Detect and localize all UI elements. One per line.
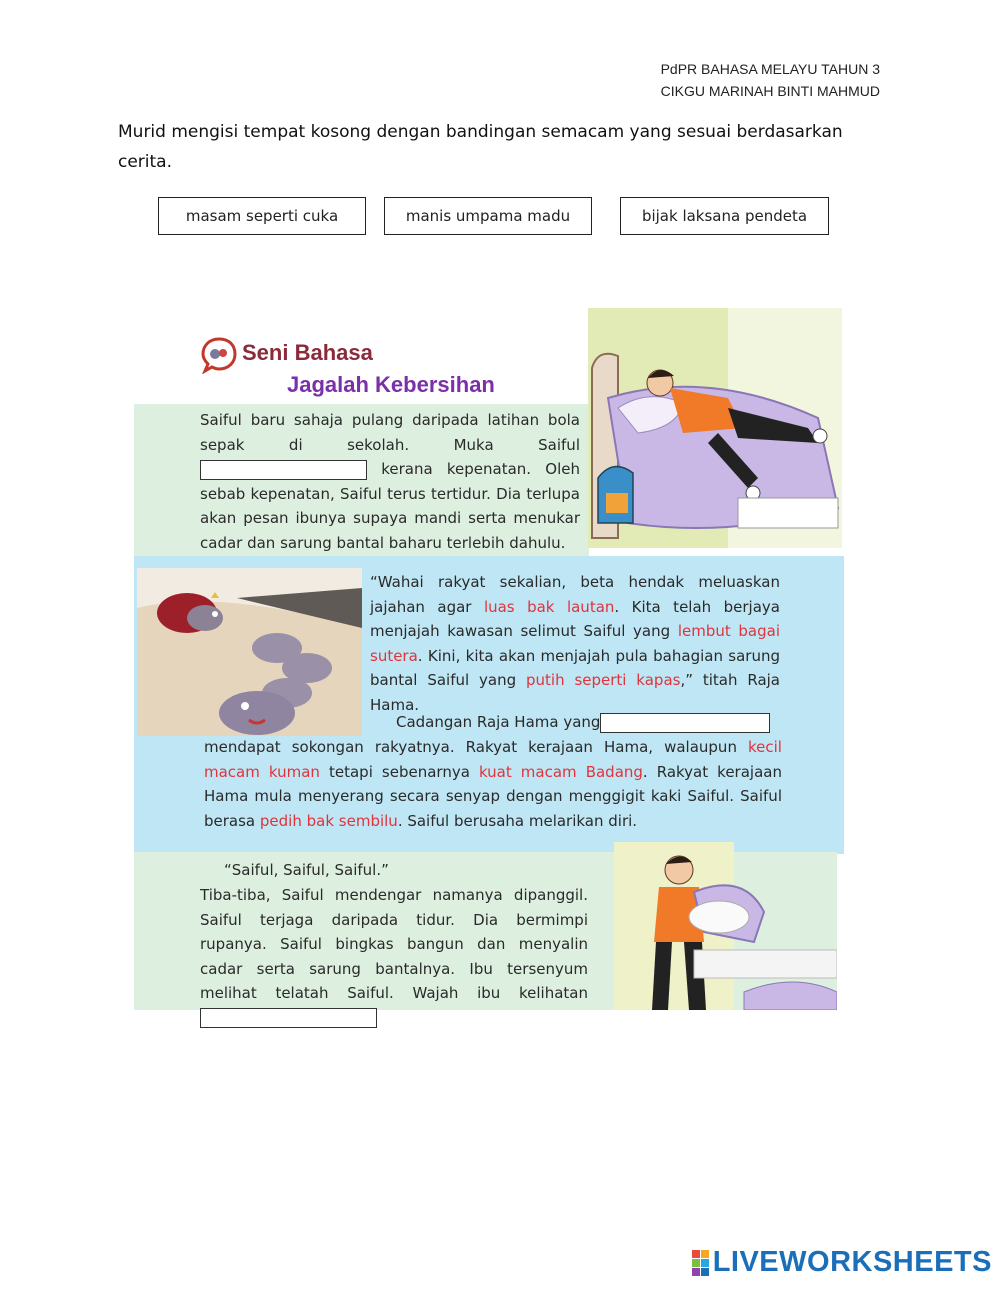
instruction-text: Murid mengisi tempat kosong dengan bandingan semacam yang sesuai berdasarkan cerita. (118, 122, 843, 172)
liveworksheets-logo-icon (692, 1250, 709, 1276)
paragraph-4-text: Tiba-tiba, Saiful mendengar namanya dipanggil. Saiful terjaga daripada tidur. Dia bermimpi rupanya. Saiful bingkas bangun dan menyalin cadar serta sarung bantalnya. Ibu tersenyum melihat telatah Saiful. Wajah ibu kelihatan (200, 886, 588, 1002)
paragraph-2-part-a: “Wahai rakyat sekalian, beta hendak meluaskan jajahan agar (370, 573, 780, 616)
simile-lembut-bagai-sutera: lembut bagai sutera (370, 622, 780, 665)
option-card-3[interactable]: bijak laksana pendeta (620, 197, 829, 235)
paragraph-1-end: kerana kepenatan. Oleh sebab kepenatan, Saiful terus tertidur. Dia terlupa akan pesan ibunya supaya mandi serta menukar cadar dan sarung bantal baharu terlebih dahulu. (200, 460, 580, 552)
simile-putih-seperti-kapas: putih seperti kapas (526, 671, 681, 689)
section-title: Seni Bahasa (242, 340, 373, 365)
paragraph-3-part-e: . Saiful berusaha melarikan diri. (397, 811, 638, 830)
simile-kuat-macam-badang: kuat macam Badang (478, 762, 643, 781)
paragraph-1-start: Saiful baru sahaja pulang daripada latihan bola sepak di sekolah. Muka Saiful (200, 411, 580, 454)
story-panel-1 (134, 308, 842, 556)
paragraph-2-part-c: . Kini, kita akan menjajah pula bahagian sarung bantal Saiful yang (370, 646, 780, 689)
header-subject: PdPR BAHASA MELAYU TAHUN 3 (660, 61, 880, 77)
story-title: Jagalah Kebersihan (287, 372, 495, 397)
option-card-2[interactable]: manis umpama madu (384, 197, 592, 235)
answer-blank-3[interactable] (200, 1008, 377, 1028)
story-panel-3 (134, 852, 837, 1010)
paragraph-1 (200, 408, 580, 555)
worksheet-header (661, 58, 880, 102)
boy-changing-bedsheet-illustration (594, 832, 837, 1010)
option-card-1[interactable]: masam seperti cuka (158, 197, 366, 235)
dialogue-line: “Saiful, Saiful, Saiful.” (224, 861, 389, 879)
paragraph-2 (370, 570, 780, 717)
header-teacher: CIKGU MARINAH BINTI MAHMUD (660, 83, 880, 99)
answer-blank-1[interactable] (200, 460, 367, 480)
paragraph-4 (200, 883, 588, 1030)
paragraph-3 (204, 735, 782, 833)
speech-bubble-icon (200, 336, 238, 374)
boy-sleeping-illustration (588, 308, 842, 548)
simile-luas-bak-lautan: luas bak lautan (483, 597, 615, 616)
paragraph-3-part-d: . Rakyat kerajaan Hama mula menyerang secara senyap dengan menggigit kaki Saiful. Saiful berasa (204, 762, 782, 830)
dust-mites-illustration (137, 568, 362, 736)
story-panel-2 (134, 556, 844, 854)
simile-pedih-bak-sembilu: pedih bak sembilu (259, 811, 398, 830)
paragraph-3-part-c: tetapi sebenarnya (329, 762, 470, 781)
brand-text: LIVEWORKSHEETS (712, 1246, 992, 1278)
paragraph-3-part-b: mendapat sokongan rakyatnya. Rakyat kerajaan Hama, walaupun (204, 738, 737, 756)
answer-blank-2[interactable] (600, 713, 770, 733)
paragraph-3-part-a: Cadangan Raja Hama yang (396, 713, 601, 731)
paragraph-2-part-d: ,” titah Raja Hama. (370, 671, 780, 714)
paragraph-3-first-line (396, 710, 796, 735)
simile-kecil-macam-kuman: kecil macam kuman (204, 738, 782, 781)
paragraph-2-part-b: . Kita telah berjaya menjajah kawasan selimut Saiful yang (370, 597, 780, 640)
liveworksheets-brand (692, 1246, 992, 1279)
